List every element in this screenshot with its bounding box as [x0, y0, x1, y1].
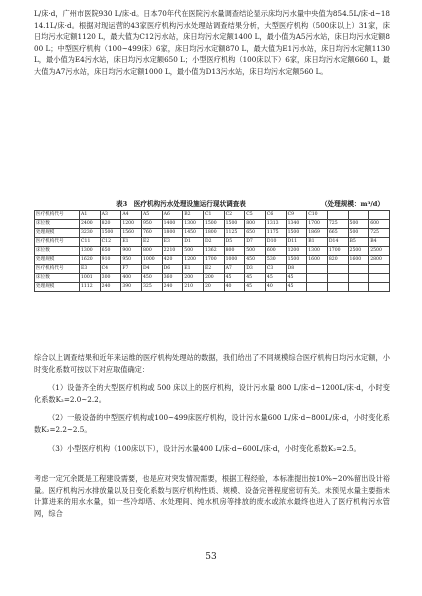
- table-cell: 45: [286, 274, 307, 283]
- table-cell: 1362: [203, 247, 224, 256]
- table-cell: 600: [265, 247, 286, 256]
- table-cell: [348, 265, 369, 274]
- table-cell: 800: [224, 247, 245, 256]
- table-cell: D2: [203, 238, 224, 247]
- table-cell: [369, 265, 390, 274]
- table-cell: 45: [245, 274, 266, 283]
- table-cell: 450: [245, 256, 266, 265]
- table-cell: C5: [245, 211, 266, 220]
- table-cell: 950: [121, 256, 142, 265]
- table-row: [35, 256, 390, 265]
- table-cell: 1000: [224, 256, 245, 265]
- table-cell: 360: [162, 274, 183, 283]
- table-cell: 910: [100, 256, 121, 265]
- table-cell: 2210: [162, 247, 183, 256]
- table-cell: E1: [183, 265, 204, 274]
- table-cell: 1125: [224, 229, 245, 238]
- table-cell: [327, 211, 348, 220]
- table-cell: D11: [286, 238, 307, 247]
- table-cell: 500: [348, 220, 369, 229]
- table-cell: C3: [265, 265, 286, 274]
- row-label: 处理规模: [35, 229, 80, 238]
- table-cell: 2800: [369, 256, 390, 265]
- table-cell: F7: [121, 265, 142, 274]
- table-cell: 200: [183, 274, 204, 283]
- table-cell: 530: [265, 256, 286, 265]
- table-cell: [369, 274, 390, 283]
- table-cell: 45: [286, 283, 307, 292]
- table-cell: E2: [203, 265, 224, 274]
- table-cell: B1: [307, 238, 328, 247]
- table-row: [35, 238, 390, 247]
- table-cell: 45: [245, 283, 266, 292]
- table-cell: [327, 274, 348, 283]
- table-cell: 20: [203, 283, 224, 292]
- table-cell: C1: [203, 211, 224, 220]
- table-cell: A5: [141, 211, 162, 220]
- row-label: 床位数: [35, 220, 80, 229]
- table-cell: 760: [141, 229, 162, 238]
- summary-paragraph: 综合以上调查结果和近年来运维的医疗机构处理站的数据，我们给出了不同规模综合医疗机构日均污水定额，小时变化系数可按以下对应取值确定：: [34, 353, 390, 374]
- item-large-facility: （1）设备齐全的大型医疗机构或 500 床以上的医疗机构，设计污水量 800 L/床·d~1200L/床·d，小时变化系数K₂=2.0~2.2。: [34, 383, 390, 404]
- table-cell: C10: [307, 211, 328, 220]
- table-cell: C9: [286, 211, 307, 220]
- table-cell: E2: [141, 238, 162, 247]
- table-cell: 200: [203, 274, 224, 283]
- table-cell: D8: [286, 265, 307, 274]
- table-cell: [348, 274, 369, 283]
- row-label: 医疗机构代号: [35, 211, 80, 220]
- item-small-facility: （3）小型医疗机构（100床以下），设计污水量400 L/床·d~600L/床·d，小时变化系数K₂=2.5。: [48, 444, 361, 453]
- table-cell: 500: [245, 247, 266, 256]
- table-cell: B2: [183, 211, 204, 220]
- row-label: 医疗机构代号: [35, 265, 80, 274]
- table-row: [35, 247, 390, 256]
- table-cell: 1313: [265, 220, 286, 229]
- table-cell: 1450: [183, 229, 204, 238]
- table-cell: 1700: [307, 220, 328, 229]
- table-cell: E3: [162, 238, 183, 247]
- table-cell: D10: [265, 238, 286, 247]
- table-cell: 650: [100, 247, 121, 256]
- table-caption-title: 表3 医疗机构污水处理设施运行现状调查表: [116, 200, 246, 208]
- table-cell: 600: [369, 220, 390, 229]
- table-cell: C2: [224, 211, 245, 220]
- table-cell: 2500: [369, 247, 390, 256]
- table-cell: C11: [80, 238, 101, 247]
- table-cell: D7: [245, 238, 266, 247]
- table-cell: [307, 283, 328, 292]
- page-number: 53: [205, 552, 217, 562]
- table-cell: [348, 211, 369, 220]
- table-row: [35, 229, 390, 238]
- closing-paragraph: 考虑一定冗余既是工程建设需要，也是应对突发情况需要，根据工程经验，本标准提出按10%~20%留出设计裕量。医疗机构污水排放量以及日变化系数与医疗机构性质、规模、设备完善程度密切有关。未预见水量主要指未计算进来的用水水量，如一些冷却塔、水处理间、纯水机房等排放的废水或浓水最终也进入了医疗机构污水管网，综合: [34, 474, 390, 518]
- table-cell: 3230: [80, 229, 101, 238]
- table-row: [35, 220, 390, 229]
- table-cell: 1800: [203, 229, 224, 238]
- table-cell: D3: [245, 265, 266, 274]
- table-cell: D1: [183, 238, 204, 247]
- table-cell: A6: [162, 211, 183, 220]
- table-cell: C4: [100, 265, 121, 274]
- table-cell: E1: [121, 238, 142, 247]
- table-cell: B5: [348, 238, 369, 247]
- table-caption-unit: （处理规模：m³/d）: [320, 200, 384, 208]
- table-cell: 1200: [183, 256, 204, 265]
- table-cell: 800: [245, 220, 266, 229]
- table-cell: [307, 274, 328, 283]
- table-row: [35, 274, 390, 283]
- table-cell: 300: [100, 274, 121, 283]
- table-cell: [327, 265, 348, 274]
- table-cell: [369, 283, 390, 292]
- table-cell: 2500: [348, 247, 369, 256]
- table-cell: 800: [141, 247, 162, 256]
- table-cell: 240: [162, 283, 183, 292]
- table-row: [35, 265, 390, 274]
- table-cell: 420: [162, 256, 183, 265]
- table-cell: 390: [121, 283, 142, 292]
- table-cell: A7: [224, 265, 245, 274]
- item-medium-facility: （2）一般设备的中型医疗机构或100~499床医疗机构，设计污水量600 L/床·d~800L/床·d，小时变化系数K₂=2.2~2.5。: [34, 413, 390, 434]
- table-cell: 1800: [162, 229, 183, 238]
- table-cell: 1700: [327, 247, 348, 256]
- table-cell: [348, 283, 369, 292]
- table-cell: 950: [141, 220, 162, 229]
- table-cell: 45: [224, 274, 245, 283]
- table-cell: [369, 211, 390, 220]
- table-cell: 725: [327, 220, 348, 229]
- table-cell: E3: [80, 265, 101, 274]
- table-cell: 325: [141, 283, 162, 292]
- row-label: 处理规模: [35, 256, 80, 265]
- table-cell: 1700: [203, 256, 224, 265]
- table-cell: 1600: [307, 256, 328, 265]
- table-cell: 1112: [80, 283, 101, 292]
- table-cell: 1600: [348, 256, 369, 265]
- table-cell: 2400: [80, 220, 101, 229]
- table-cell: B4: [369, 238, 390, 247]
- table-cell: 450: [141, 274, 162, 283]
- table-cell: A4: [121, 211, 142, 220]
- row-label: 床位数: [35, 274, 80, 283]
- table-cell: 1300: [307, 247, 328, 256]
- table-cell: D14: [327, 238, 348, 247]
- table-cell: 1175: [265, 229, 286, 238]
- table-cell: [307, 265, 328, 274]
- table-cell: A1: [80, 211, 101, 220]
- table-cell: 1620: [80, 256, 101, 265]
- table-cell: 1500: [100, 229, 121, 238]
- table-row: [35, 211, 390, 220]
- table-cell: 1200: [286, 247, 307, 256]
- table-cell: 1000: [141, 256, 162, 265]
- table-cell: D6: [162, 265, 183, 274]
- row-label: 床位数: [35, 247, 80, 256]
- table-cell: 1500: [286, 229, 307, 238]
- table-cell: 40: [265, 283, 286, 292]
- table-cell: 1001: [80, 274, 101, 283]
- table-cell: 1500: [286, 256, 307, 265]
- table-cell: 500: [183, 247, 204, 256]
- table-cell: 1500: [224, 220, 245, 229]
- table-cell: A3: [100, 211, 121, 220]
- table-cell: 1300: [183, 220, 204, 229]
- table-cell: 40: [224, 283, 245, 292]
- table-cell: 400: [121, 274, 142, 283]
- intro-paragraph: L/床·d，广州市医院930 L/床·d。日本70年代在医院污水量调查结论显示床均污水量中央值为854.5L/床·d~1814.1L/床·d。根据对现运营的43家医疗机构污水处理站调查结果分析，大型医疗机构（500床以上）31家，床日均污水定额1120 L，最大值为C12污水站，床日均污水定额1400 L，最小值为A5污水站，床日均污水定额800 L；中型医疗机构（100~499床）6家，床日均污水定额870 L，最大值为E1污水站，床日均污水定额1130 L，最小值为E4污水站，床日均污水定额650 L；小型医疗机构（100床以下）6家，床日均污水定额660 L，最大值为A7污水站，床日均污水定额1000 L，最小值为D13污水站，床日均污水定额560 L。: [34, 9, 390, 76]
- table-cell: 820: [100, 220, 121, 229]
- table-cell: 1340: [286, 220, 307, 229]
- table-row: [35, 283, 390, 292]
- survey-table: [34, 210, 390, 292]
- table-cell: 665: [327, 229, 348, 238]
- table-cell: 1500: [203, 220, 224, 229]
- table-cell: 1560: [121, 229, 142, 238]
- table-cell: 820: [327, 256, 348, 265]
- table-cell: 650: [245, 229, 266, 238]
- table-cell: C12: [100, 238, 121, 247]
- table-cell: [327, 283, 348, 292]
- table-cell: 500: [348, 229, 369, 238]
- table-cell: 240: [100, 283, 121, 292]
- table-cell: D4: [141, 265, 162, 274]
- table-cell: 1300: [80, 247, 101, 256]
- table-cell: 725: [369, 229, 390, 238]
- table-cell: 210: [183, 283, 204, 292]
- table-cell: 900: [121, 247, 142, 256]
- table-caption: [34, 199, 390, 210]
- table-cell: 1869: [307, 229, 328, 238]
- table-cell: 1400: [162, 220, 183, 229]
- row-label: 医疗机构代号: [35, 238, 80, 247]
- table-cell: 1200: [121, 220, 142, 229]
- table-cell: C6: [265, 211, 286, 220]
- table-cell: 45: [265, 274, 286, 283]
- row-label: 处理规模: [35, 283, 80, 292]
- table-cell: D5: [224, 238, 245, 247]
